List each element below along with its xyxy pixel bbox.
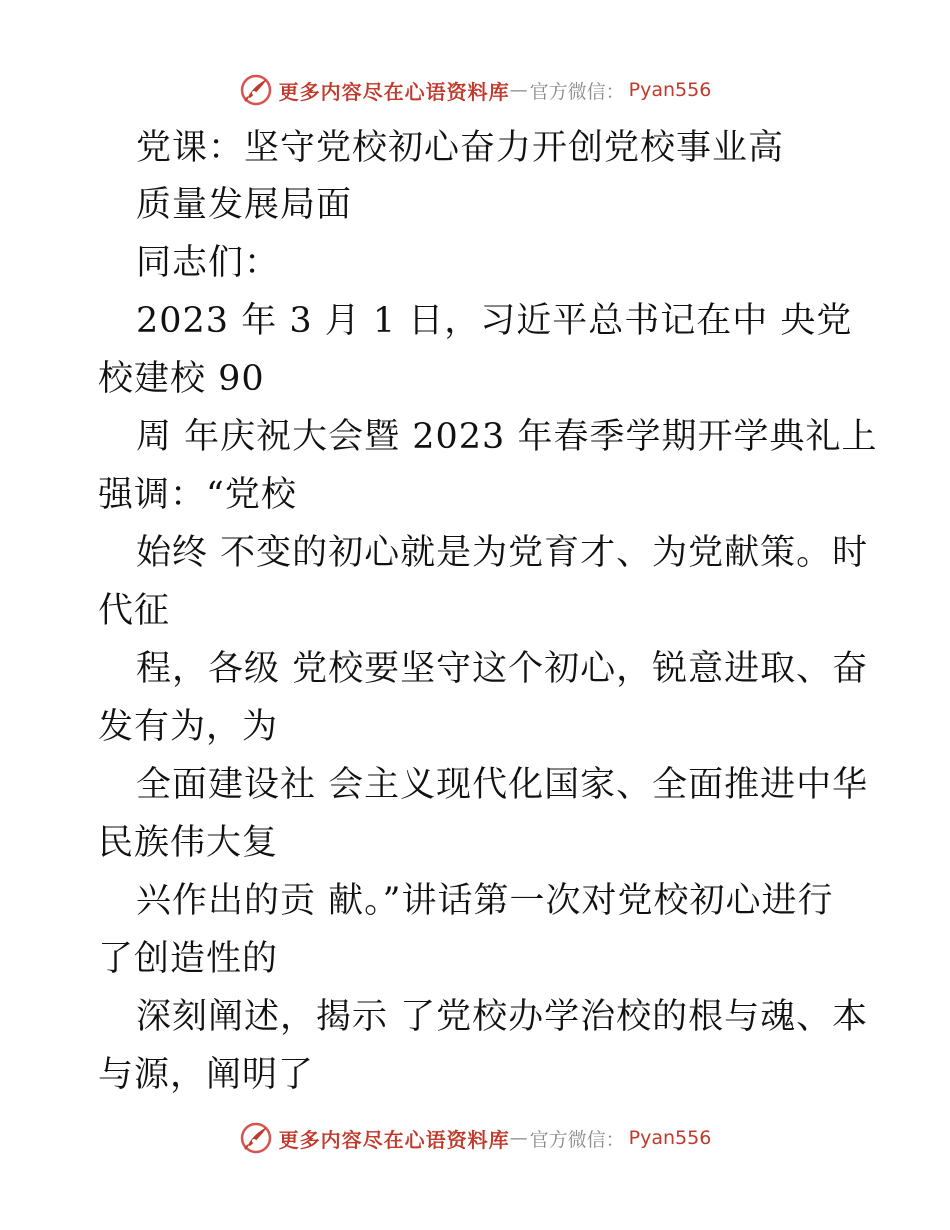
feather-pen-icon xyxy=(239,1121,273,1155)
paragraph-line: 与源，阐明了 xyxy=(98,1055,315,1095)
watermark-wechat-id: Pyan556 xyxy=(628,1127,712,1149)
paragraph-line: 了创造性的 xyxy=(98,939,279,979)
watermark-text: 更多内容尽在心语资料库 xyxy=(278,79,510,104)
salutation: 同志们： xyxy=(136,243,281,283)
paragraph-line: 2023 年 3 月 1 日，习近平总书记在中 央党 xyxy=(136,301,853,341)
watermark-wechat-label: 官方微信： xyxy=(529,1128,625,1151)
paragraph-line: 深刻阐述，揭示 了党校办学治校的根与魂、本 xyxy=(136,997,869,1037)
watermark-wechat-label: 官方微信： xyxy=(529,80,625,103)
paragraph-line: 兴作出的贡 献。”讲话第一次对党校初心进行 xyxy=(136,881,834,921)
paragraph-line: 校建校 90 xyxy=(98,359,265,399)
title-line-2: 质量发展局面 xyxy=(136,185,353,225)
watermark-banner-top xyxy=(0,70,950,110)
paragraph-line: 代征 xyxy=(98,591,171,631)
title-line-1: 党课：坚守党校初心奋力开创党校事业高 xyxy=(136,128,785,168)
watermark-wechat-id: Pyan556 xyxy=(628,79,712,101)
watermark-separator: — xyxy=(509,79,528,101)
paragraph-line: 民族伟大复 xyxy=(98,823,279,863)
paragraph-line: 发有为，为 xyxy=(98,707,279,747)
paragraph-line: 周 年庆祝大会暨 2023 年春季学期开学典礼上 xyxy=(136,417,878,457)
paragraph-line: 始终 不变的初心就是为党育才、为党献策。时 xyxy=(136,533,869,573)
paragraph-line: 强调：“党校 xyxy=(98,475,297,515)
watermark-text: 更多内容尽在心语资料库 xyxy=(278,1127,510,1152)
paragraph-line: 程，各级 党校要坚守这个初心，锐意进取、奋 xyxy=(136,649,869,689)
watermark-banner-bottom xyxy=(0,1118,950,1158)
watermark-separator: — xyxy=(509,1127,528,1149)
feather-pen-icon xyxy=(239,73,273,107)
paragraph-line: 全面建设社 会主义现代化国家、全面推进中华 xyxy=(136,765,869,805)
